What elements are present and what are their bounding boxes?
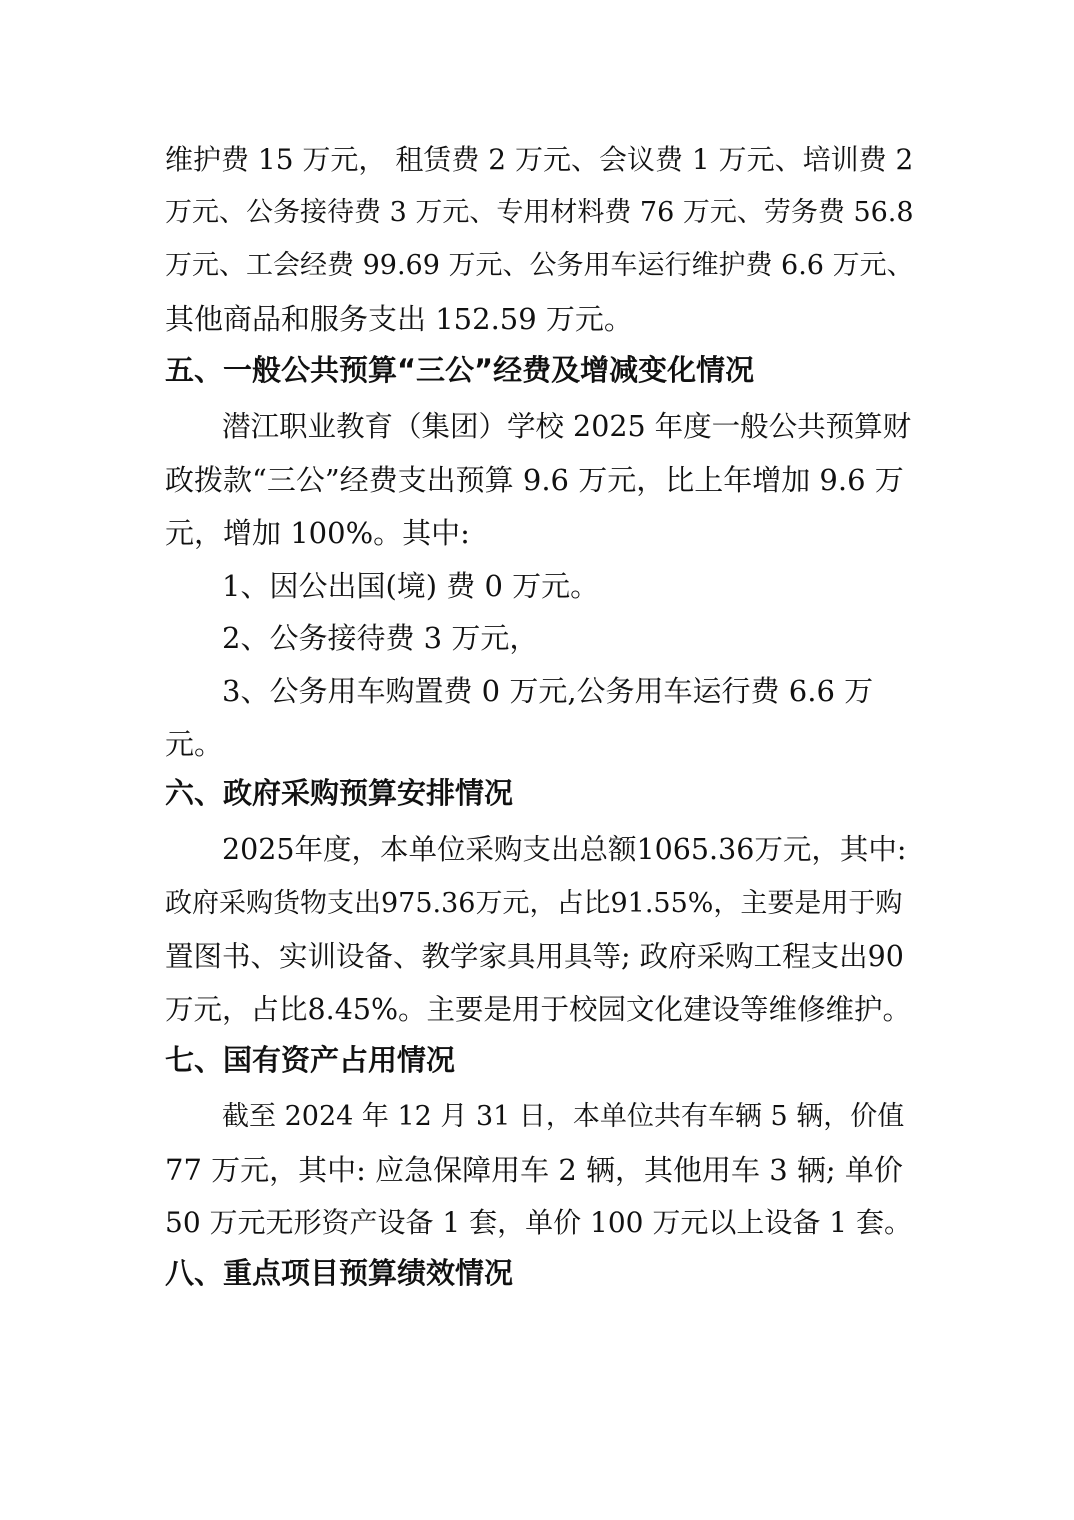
body-text-line: 50 万元无形资产设备 1 套，单价 100 万元以上设备 1 套。 [165, 1206, 913, 1239]
section-heading-8: 八、重点项目预算绩效情况 [165, 1256, 514, 1290]
list-item: 3、公务用车购置费 0 万元,公务用车运行费 6.6 万 [222, 674, 874, 708]
body-text-line: 元，增加 100%。其中: [165, 516, 470, 550]
body-text-line: 潜江职业教育（集团）学校 2025 年度一般公共预算财 [222, 410, 912, 443]
body-text-line: 万元、公务接待费 3 万元、专用材料费 76 万元、劳务费 56.8 [165, 197, 914, 228]
body-text-line: 77 万元，其中: 应急保障用车 2 辆，其他用车 3 辆; 单价 [165, 1153, 903, 1187]
body-text-line: 政府采购货物支出975.36万元，占比91.55%，主要是用于购 [165, 888, 903, 919]
body-text-line: 维护费 15 万元， 租赁费 2 万元、会议费 1 万元、培训费 2 [165, 143, 914, 176]
list-item: 1、因公出国(境) 费 0 万元。 [222, 569, 600, 603]
body-text-line: 2025年度，本单位采购支出总额1065.36万元，其中: [222, 833, 907, 866]
body-text-line: 其他商品和服务支出 152.59 万元。 [165, 302, 633, 336]
section-heading-5: 五、一般公共预算“三公”经费及增减变化情况 [165, 353, 755, 387]
body-text-line: 万元，占比8.45%。主要是用于校园文化建设等维修维护。 [165, 993, 912, 1026]
body-text-line: 截至 2024 年 12 月 31 日，本单位共有车辆 5 辆，价值 [222, 1101, 905, 1132]
body-text-line: 置图书、实训设备、教学家具用具等; 政府采购工程支出90 [165, 940, 904, 973]
body-text-line: 政拨款“三公”经费支出预算 9.6 万元，比上年增加 9.6 万 [165, 463, 904, 497]
body-text-line: 元。 [165, 727, 224, 761]
section-heading-7: 七、国有资产占用情况 [165, 1043, 456, 1077]
list-item: 2、公务接待费 3 万元， [222, 621, 539, 655]
body-text-line: 万元、工会经费 99.69 万元、公务用车运行维护费 6.6 万元、 [165, 250, 914, 281]
section-heading-6: 六、政府采购预算安排情况 [165, 776, 514, 810]
